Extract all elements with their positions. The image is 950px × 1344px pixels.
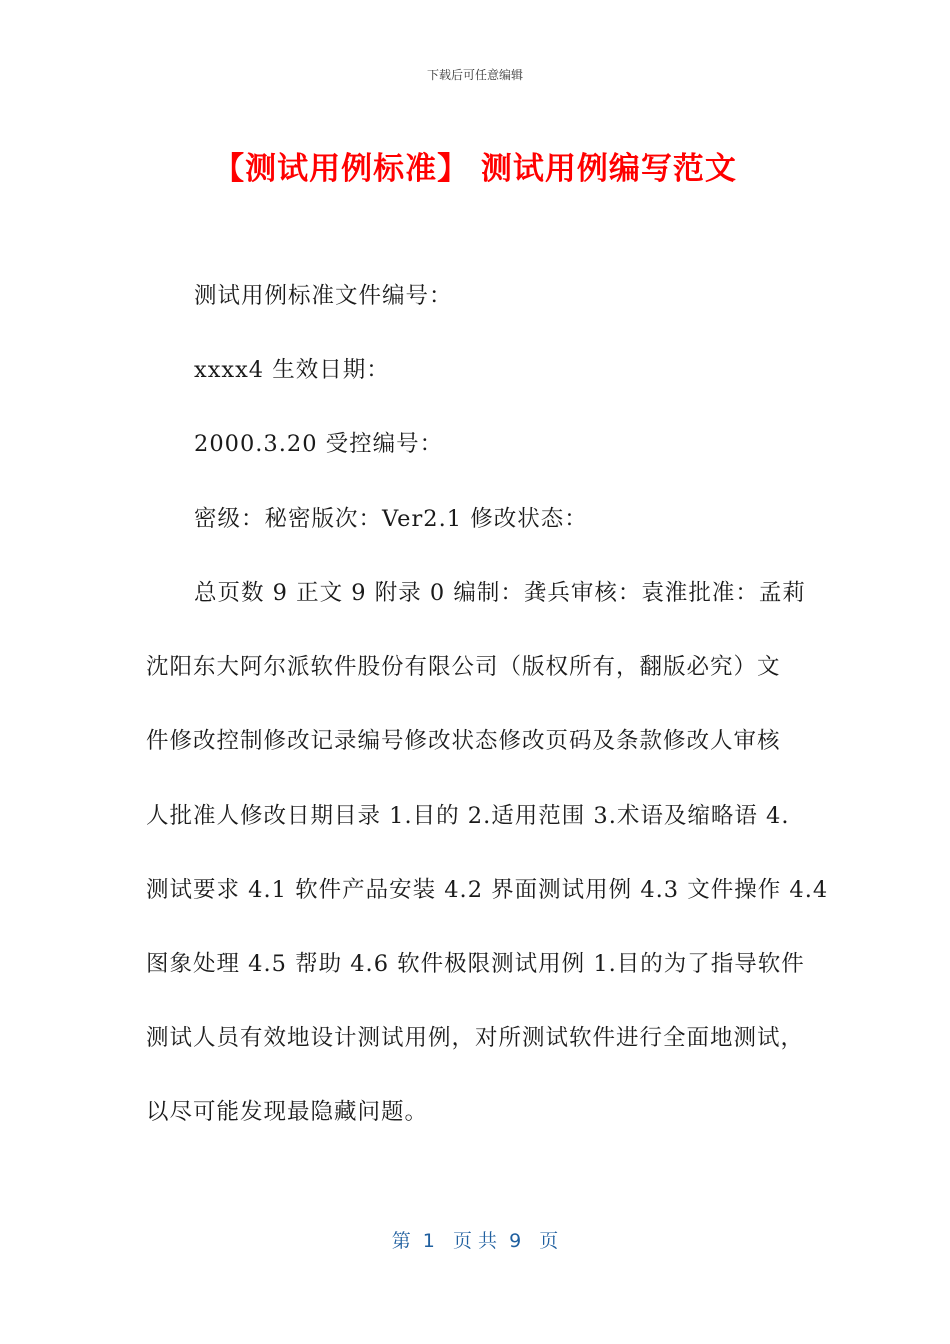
header-note: 下载后可任意编辑 xyxy=(426,68,523,82)
paragraph-line: 图象处理 4.5 帮助 4.6 软件极限测试用例 1.目的为了指导软件 xyxy=(146,951,805,977)
paragraph-line: 测试用例标准文件编号： xyxy=(194,283,453,309)
paragraph-line: 沈阳东大阿尔派软件股份有限公司（版权所有，翻版必究）文 xyxy=(146,654,781,680)
page-footer: 第 1 页 共 9 页 xyxy=(391,1230,559,1252)
paragraph-line: 测试人员有效地设计测试用例，对所测试软件进行全面地测试， xyxy=(146,1025,805,1051)
paragraph-line: 人批准人修改日期目录 1.目的 2.适用范围 3.术语及缩略语 4. xyxy=(146,803,790,829)
paragraph-line: 总页数 9 正文 9 附录 0 编制：龚兵审核：袁淮批准：孟莉 xyxy=(194,580,806,606)
paragraph-line: 2000.3.20 受控编号： xyxy=(194,431,444,457)
paragraph-line: xxxx4 生效日期： xyxy=(194,357,390,383)
paragraph-line: 以尽可能发现最隐藏问题。 xyxy=(146,1099,429,1125)
document-title: 【测试用例标准】 测试用例编写范文 xyxy=(213,151,737,187)
paragraph-line: 件修改控制修改记录编号修改状态修改页码及条款修改人审核 xyxy=(146,728,781,754)
paragraph-line: 测试要求 4.1 软件产品安装 4.2 界面测试用例 4.3 文件操作 4.4 xyxy=(146,877,829,903)
paragraph-line: 密级：秘密版次：Ver2.1 修改状态： xyxy=(194,506,588,532)
